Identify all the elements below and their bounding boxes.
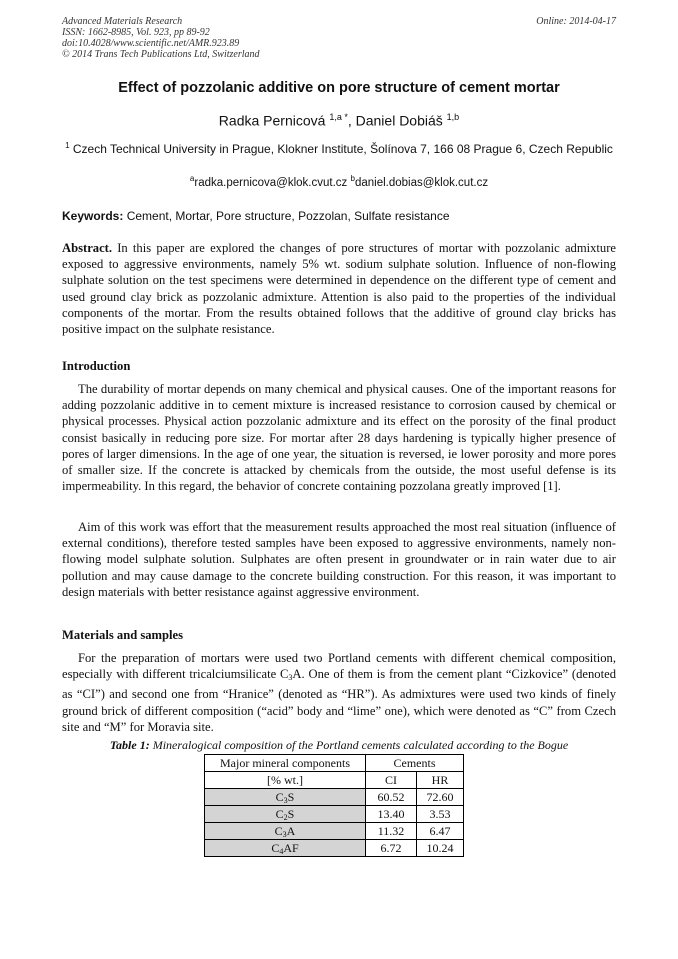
affiliation [62,138,616,157]
table-row [205,806,464,823]
keywords-label: Keywords: [62,209,124,223]
table-header-row [205,772,464,789]
journal-issn: ISSN: 1662-8985, Vol. 923, pp 89-92 [62,27,210,38]
table-caption-text: Mineralogical composition of the Portland cements calculated according to the Bogue [149,738,569,752]
formula-text: A [286,823,296,838]
table-row [205,823,464,840]
paragraph-text: For the preparation of mortars were used two Portland cements with different chemical composition, especially with different tricalciumsilicate C [62,651,616,682]
section-heading: Materials and samples [62,628,184,642]
affiliation-mark: 1 [65,141,70,150]
table-cell: 6.72 [366,840,417,857]
paragraph: Aim of this work was effort that the measurement results approached the most real situation (influence of external conditions), therefore tested samples have been exposed to aggressive environments, namely non-flowing model sulphate solution. Sulphates are often present in groundwater or in rain water due to air pollution and may cause damage to the concrete building construction. For this reason, it was important to design materials with better resistance against aggressive environment. [62,520,616,599]
formula-text: C [275,806,284,821]
journal-doi: doi:10.4028/www.scientific.net/AMR.923.89 [62,38,240,49]
table-cell [205,823,366,840]
table-caption-label: Table 1: [109,738,150,752]
table-header-cell: CI [366,772,417,789]
table-cell: 3.53 [417,806,464,823]
author-affiliation-mark: 1,a * [329,112,348,122]
keywords-text: Cement, Mortar, Pore structure, Pozzolan, Sulfate resistance [123,209,450,223]
author-separator: , [347,112,356,129]
table-header-cell: Major mineral components [205,755,366,772]
subscript: 3 [288,673,293,683]
subscript: 4 [279,846,284,856]
formula-text: S [287,789,295,804]
author-list [62,112,616,129]
formula-text: S [287,806,295,821]
journal-header [62,16,260,60]
table-cell: 11.32 [366,823,417,840]
table-cell [205,789,366,806]
subscript: 3 [283,795,288,805]
table-cell: 72.60 [417,789,464,806]
email-link[interactable]: radka.pernicova@klok.cvut.cz [194,176,348,189]
author-name: Radka Pernicová [218,112,326,129]
table-row [205,840,464,857]
abstract-label: Abstract. [62,241,113,255]
table-cell: 6.47 [417,823,464,840]
formula-text: AF [283,840,299,855]
table-cell: 10.24 [417,840,464,857]
formula-text: C [275,789,284,804]
abstract-text: In this paper are explored the changes of pore structures of mortar with pozzolanic admixture exposed to aggressive environments, namely 5% wt. sodium sulphate solution. Influence of non-flowing sulphate solution on the test specimens were determined in dependence on the different type of cement and used ground clay brick as pozzolanic admixture. Attention is also paid to the properties of the individual components of the mortar. From the results obtained follows that the additive of ground clay bricks has positive impact on the sulphate resistance. [62,241,616,337]
paragraph: The durability of mortar depends on many chemical and physical causes. One of the important reasons for adding pozzolanic additive in to cement mixture is increased resistance to corrosion caused by chemical or physical processes. Physical action pozzolanic admixture and its effect on the porosity of the final product consist basically in reducing pore size. For mortar after 28 days hardening is typically higher presence of pores of larger dimensions. In the age of one year, the situation is reversed, ie lower porosity and more pores of smaller size. If the concrete is attacked by chemicals from the outside, the most useful defense is its impermeability. In this regard, the behavior of concrete containing pozzolana greatly improved [1]. [62,382,616,494]
author-affiliation-mark: 1,b [446,112,460,122]
subscript: 2 [283,812,288,822]
subscript: 3 [282,829,287,839]
formula-text: C [271,840,280,855]
abstract [62,240,616,337]
formula-text: C [274,823,283,838]
author-name: Daniel Dobiáš [355,112,443,129]
keywords [62,209,616,223]
affiliation-text: Czech Technical University in Prague, Klokner Institute, Šolínova 7, 166 08 Prague 6, Czech Republic [69,142,613,156]
paper-title: Effect of pozzolanic additive on pore structure of cement mortar [118,80,560,96]
mineral-composition-table [204,754,464,857]
email-mark: b [350,174,355,183]
paragraph-text: A. One of them is from the cement plant “Cizkovice” (denoted as “CI”) and second one from “Hranice” (denoted as “HR”). As admixtures were used two kinds of finely ground brick of different composition (“acid” body and “lime” one), which were denoted as “C” from Czech site and “M” for Moravia site. [62,667,616,734]
table-row [205,789,464,806]
table-cell: 60.52 [366,789,417,806]
author-emails [62,174,616,189]
journal-copyright: © 2014 Trans Tech Publications Ltd, Switzerland [62,49,260,60]
table-cell [205,806,366,823]
paragraph [62,650,616,735]
table-header-cell: HR [417,772,464,789]
journal-name: Advanced Materials Research [62,16,183,27]
table-header-cell: Cements [366,755,464,772]
email-mark: a [189,174,195,183]
table-cell [205,840,366,857]
table-header-row [205,755,464,772]
table-caption [62,738,616,753]
email-link[interactable]: daniel.dobias@klok.cut.cz [354,176,489,189]
table-cell: 13.40 [366,806,417,823]
table-unit-cell: [% wt.] [205,772,366,789]
online-date: Online: 2014-04-17 [536,16,616,27]
section-heading: Introduction [62,359,131,373]
